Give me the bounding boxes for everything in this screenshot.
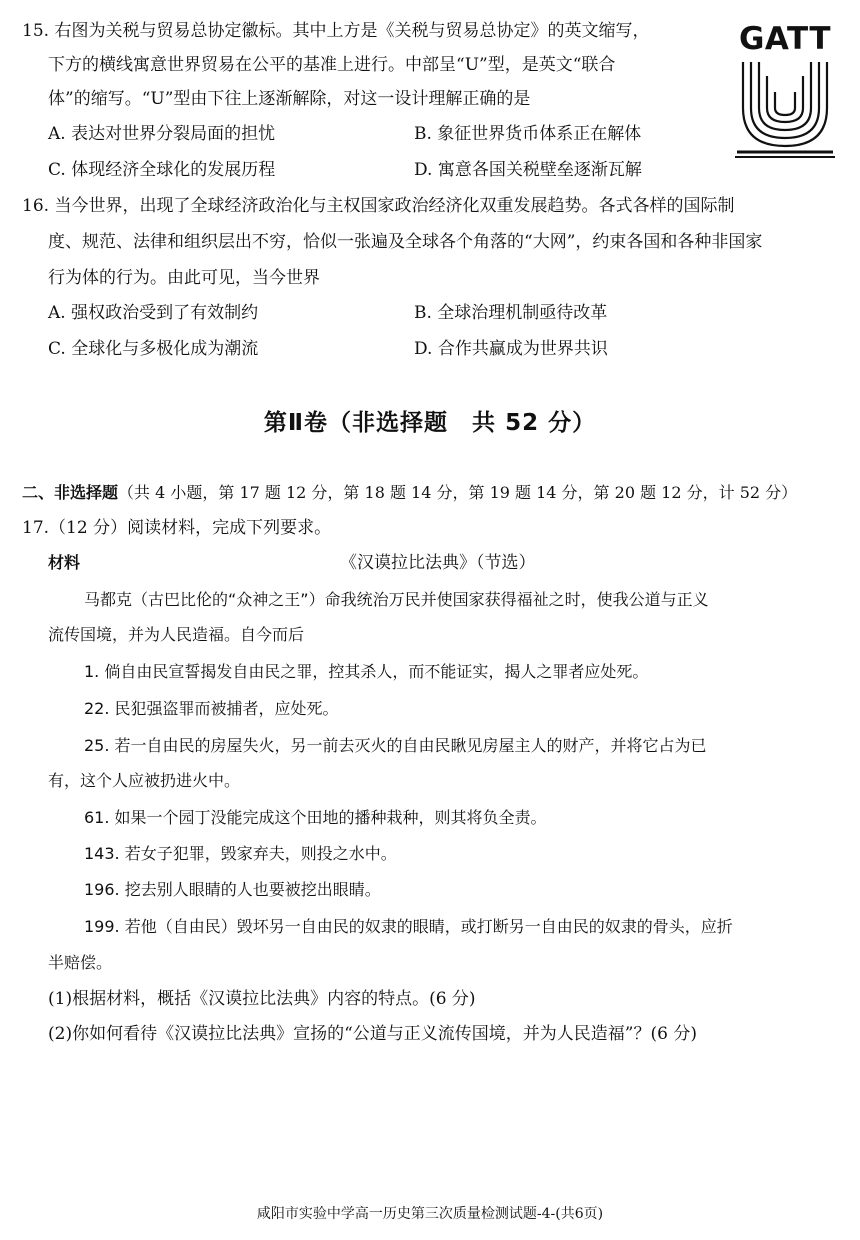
material-line: 143. 若女子犯罪，毁家弃夫，则投之水中。 bbox=[84, 844, 397, 863]
material-label: 材料 bbox=[48, 553, 81, 572]
q15-option-d: D. 寓意各国关税壁垒逐渐瓦解 bbox=[414, 160, 642, 180]
q16-stem-line-3: 行为体的行为。由此可见，当今世界 bbox=[48, 268, 320, 288]
gatt-logo bbox=[735, 22, 835, 158]
material-line: 马都克（古巴比伦的“众神之王”）命我统治万民并使国家获得福祉之时，使我公道与正义 bbox=[84, 590, 709, 609]
q17-sub-question-2: (2)你如何看待《汉谟拉比法典》宣扬的“公道与正义流传国境，并为人民造福”？(6 分) bbox=[48, 1024, 697, 1044]
q15-stem-line-1: 15. 右图为关税与贸易总协定徽标。其中上方是《关税与贸易总协定》的英文缩写， bbox=[22, 21, 650, 41]
q16-option-d: D. 合作共赢成为世界共识 bbox=[414, 339, 608, 359]
material-line: 196. 挖去别人眼睛的人也要被挖出眼睛。 bbox=[84, 880, 381, 899]
material-line: 半赔偿。 bbox=[48, 953, 113, 972]
section-title: 第Ⅱ卷（非选择题 共 52 分） bbox=[263, 410, 597, 436]
q15-option-c: C. 体现经济全球化的发展历程 bbox=[48, 160, 276, 180]
gatt-logo-text: GATT bbox=[738, 21, 832, 57]
q15-option-b: B. 象征世界货币体系正在解体 bbox=[414, 124, 642, 144]
material-line: 25. 若一自由民的房屋失火，另一前去灭火的自由民瞅见房屋主人的财产，并将它占为已 bbox=[84, 736, 707, 755]
q16-option-b: B. 全球治理机制亟待改革 bbox=[414, 303, 608, 323]
q16-stem-line-2: 度、规范、法律和组织层出不穷，恰似一张遍及全球各个角落的“大网”，约束各国和各种非国家 bbox=[48, 232, 763, 252]
q15-option-a: A. 表达对世界分裂局面的担忧 bbox=[48, 124, 276, 144]
q16-option-c: C. 全球化与多极化成为潮流 bbox=[48, 339, 259, 359]
material-line: 流传国境，并为人民造福。自今而后 bbox=[48, 625, 305, 644]
part2-header-text: （共 4 小题，第 17 题 12 分，第 18 题 14 分，第 19 题 14 分，第 20 题 12 分，计 52 分） bbox=[118, 483, 798, 502]
q16-option-a: A. 强权政治受到了有效制约 bbox=[48, 303, 259, 323]
page-footer: 咸阳市实验中学高一历史第三次质量检测试题-4-(共6页) bbox=[256, 1206, 604, 1222]
material-line: 199. 若他（自由民）毁坏另一自由民的奴隶的眼睛，或打断另一自由民的奴隶的骨头，应折 bbox=[84, 917, 733, 936]
gatt-u-emblem-icon bbox=[735, 58, 835, 158]
material-line: 61. 如果一个园丁没能完成这个田地的播种栽种，则其将负全责。 bbox=[84, 808, 547, 827]
material-line: 1. 倘自由民宣誓揭发自由民之罪，控其杀人，而不能证实，揭人之罪者应处死。 bbox=[84, 662, 649, 681]
part2-header bbox=[22, 480, 797, 506]
material-title: 《汉谟拉比法典》（节选） bbox=[340, 553, 536, 573]
material-line: 22. 民犯强盗罪而被捕者，应处死。 bbox=[84, 699, 339, 718]
material-line: 有，这个人应被扔进火中。 bbox=[48, 771, 241, 790]
q17-sub-question-1: (1)根据材料，概括《汉谟拉比法典》内容的特点。(6 分) bbox=[48, 989, 476, 1009]
part2-prefix: 二、非选择题 bbox=[22, 483, 119, 502]
q17-stem: 17.（12 分）阅读材料，完成下列要求。 bbox=[22, 518, 332, 538]
q15-stem-line-3: 体”的缩写。“U”型由下往上逐渐解除，对这一设计理解正确的是 bbox=[48, 89, 531, 109]
q16-stem-line-1: 16. 当今世界，出现了全球经济政治化与主权国家政治经济化双重发展趋势。各式各样的国际制 bbox=[22, 196, 735, 216]
q15-stem-line-2: 下方的横线寓意世界贸易在公平的基准上进行。中部呈“U”型，是英文“联合 bbox=[48, 55, 616, 75]
